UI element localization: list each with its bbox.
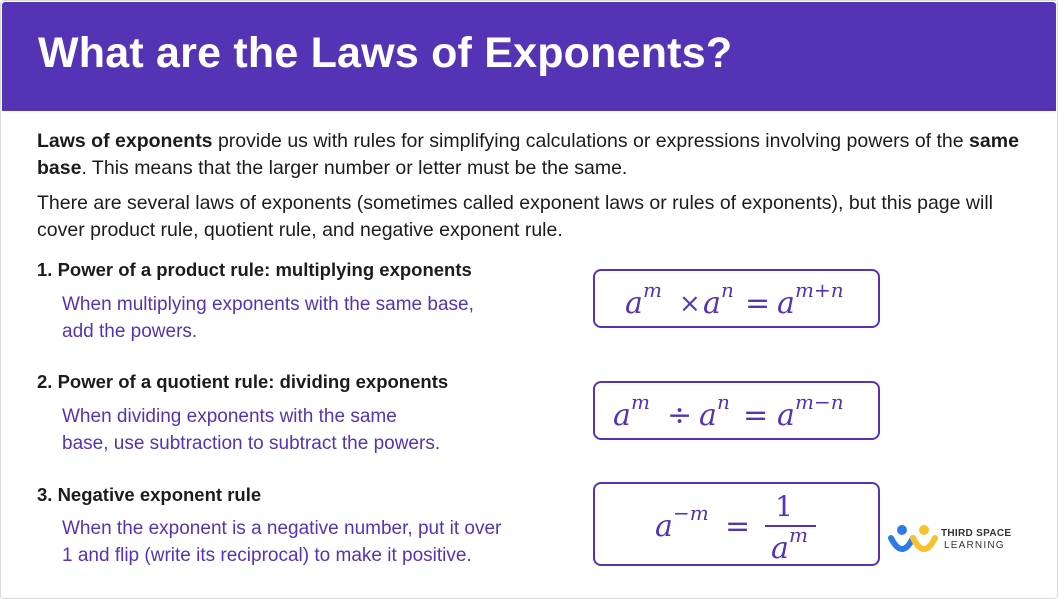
rule-3-title: 3. Negative exponent rule — [37, 484, 262, 505]
intro-text-1: provide us with rules for simplifying calculations or expressions involving powers of the — [212, 130, 970, 152]
rule-2-exponent-3: m−n — [795, 390, 844, 414]
rule-2-title: 2. Power of a quotient rule: dividing exponents — [37, 371, 449, 392]
intro-bold-same-base: same base — [37, 130, 1019, 179]
third-space-learning-logo — [888, 522, 1028, 556]
rule-3-formula-box — [593, 482, 880, 566]
rule-2-base-1: a — [613, 398, 631, 433]
rule-1-formula-box — [593, 269, 880, 328]
rule-2-exponent-2: n — [717, 390, 730, 414]
rule-3-equals: = — [725, 509, 751, 544]
intro-paragraph-1 — [37, 128, 1042, 182]
rule-1-desc-line-2: add the powers. — [62, 321, 198, 342]
rule-3-numerator: 1 — [775, 490, 793, 523]
logo-text-line-1: THIRD SPACE — [941, 528, 1012, 539]
rule-3-desc-line-1: When the exponent is a negative number, put it over — [62, 518, 502, 539]
rule-2-base-3: a — [777, 398, 795, 433]
rule-1-exponent-2: n — [721, 278, 734, 302]
rule-1-description — [62, 291, 474, 345]
rule-3-denominator-exponent: m — [789, 523, 808, 547]
rule-3-formula — [595, 484, 882, 568]
rule-1-base-1: a — [625, 286, 643, 321]
rule-2-formula-box — [593, 381, 880, 440]
rule-1-times-operator: × — [679, 289, 701, 319]
rule-2-base-2: a — [699, 398, 717, 433]
header-banner — [2, 2, 1056, 111]
rule-3-exponent-1: −m — [673, 501, 709, 525]
rule-3-desc-line-2: 1 and flip (write its reciprocal) to make it positive. — [62, 545, 472, 566]
rule-3-denominator-base: a — [771, 531, 789, 566]
rule-2-desc-line-2: base, use subtraction to subtract the powers. — [62, 433, 441, 454]
rule-1-base-2: a — [703, 286, 721, 321]
rule-2-equals: = — [743, 398, 769, 433]
intro-text-2: . This means that the larger number or letter must be the same. — [81, 157, 628, 179]
rule-1-desc-line-1: When multiplying exponents with the same base, — [62, 294, 474, 315]
rule-1-base-3: a — [777, 286, 795, 321]
rule-2-exponent-1: m — [631, 390, 650, 414]
rule-1-equals: = — [745, 286, 771, 321]
rule-1-exponent-1: m — [643, 278, 662, 302]
rule-3-description — [62, 515, 501, 569]
logo-mark-icon — [888, 522, 940, 556]
page-title: What are the Laws of Exponents? — [38, 29, 733, 77]
intro-paragraph-2: There are several laws of exponents (sometimes called exponent laws or rules of exponents), but this page will cover product rule, quotient rule, and negative exponent rule. — [37, 192, 993, 241]
rule-1-formula — [595, 271, 882, 330]
intro-bold-laws: Laws of exponents — [37, 130, 213, 152]
rule-2-formula — [595, 383, 882, 442]
rule-2-desc-line-1: When dividing exponents with the same — [62, 406, 397, 427]
logo-text-line-2: LEARNING — [944, 540, 1005, 551]
rule-1-exponent-3: m+n — [795, 278, 844, 302]
rule-2-description — [62, 403, 440, 457]
rule-1-title: 1. Power of a product rule: multiplying exponents — [37, 259, 472, 280]
rule-2-divide-operator: ÷ — [667, 398, 693, 433]
rule-3-base-1: a — [655, 509, 673, 544]
